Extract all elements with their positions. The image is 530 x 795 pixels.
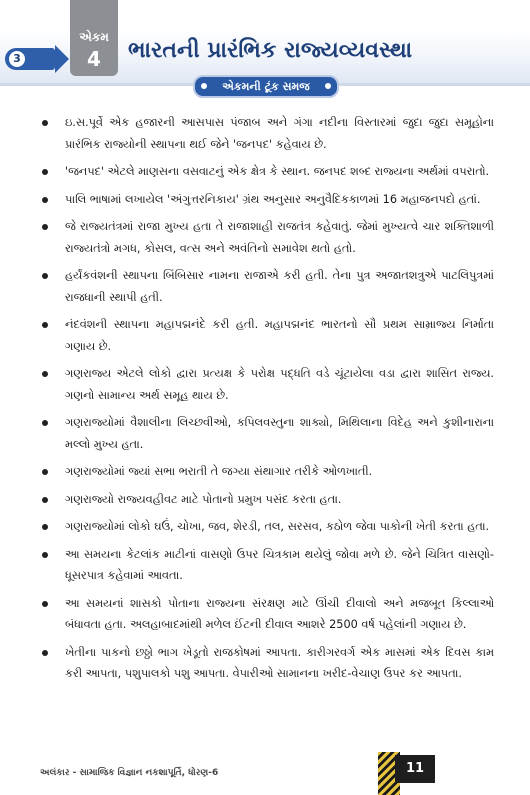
list-item: ઇ.સ.પૂર્વે એક હજારની આસપાસ પંજાબ અને ગંગા નદીના વિસ્તારમાં જુદા જુદા સમૂહોના પ્રારંભિક રાજ્યોની સ્થાપના થઈ જેને 'જનપદ' કહેવાય છે. (42, 112, 494, 155)
bullet-icon (42, 601, 48, 607)
list-item: આ સમયના કેટલાંક માટીનાં વાસણો ઉપર ચિત્રકામ થયેલું જોવા મળે છે. જેને ચિત્રિત વાસણો-ધૂસરપાત્ર કહેવામાં આવતા. (42, 544, 494, 587)
dot-icon (325, 83, 331, 89)
list-item: ગણરાજ્ય એટલે લોકો દ્વારા પ્રત્યક્ષ કે પરોક્ષ પદ્ધતિ વડે ચૂંટાયેલા વડા દ્વારા શાસિત રાજ્ય. ગણનો સામાન્ય અર્થ સમૂહ થાય છે. (42, 363, 494, 406)
list-item: પાલિ ભાષામાં લખાયેલ 'અંગુત્તરનિકાય' ગ્રંથ અનુસાર અનુવૈદિકકાળમાં 16 મહાજનપદો હતાં. (42, 189, 494, 211)
unit-number: 3 (9, 51, 25, 67)
page-number: 11 (395, 755, 435, 783)
bullet-icon (42, 120, 48, 126)
bullet-icon (42, 650, 48, 656)
list-item: જે રાજ્યતંત્રમાં રાજા મુખ્ય હતા તે રાજાશાહી રાજતંત્ર કહેવાતું. જેમાં મુખ્યત્વે ચાર શક્તિશાળી રાજ્યતંત્રો મગધ, કોસલ, વત્સ અને અવંતિનો સમાવેશ થતો હતો. (42, 216, 494, 259)
ekam-number: 4 (87, 47, 101, 71)
bullet-icon (42, 197, 48, 203)
page-title: ભારતની પ્રારંભિક રાજ્યવ્યવસ્થા (128, 38, 413, 63)
bullet-icon (42, 497, 48, 503)
list-item: નંદવંશની સ્થાપના મહાપદ્મનંદે કરી હતી. મહાપદ્મનંદ ભારતનો સૌ પ્રથમ સામ્રાજ્ય નિર્માતા ગણાય છે. (42, 314, 494, 357)
list-item: ગણરાજ્યોમાં વૈશાલીના લિચ્છવીઓ, કપિલવસ્તુના શાક્યો, મિથિલાના વિદેહ અને કુશીનારાના મલ્લો મુખ્ય હતા. (42, 412, 494, 455)
unit-number-badge (5, 48, 55, 70)
bullet-icon (42, 420, 48, 426)
bullet-icon (42, 273, 48, 279)
bullet-icon (42, 469, 48, 475)
list-item: ગણરાજ્યોમાં લોકો ઘઉં, ચોખા, જવ, શેરડી, તલ, સરસવ, કઠોળ જેવા પાકોની ખેતી કરતા હતા. (42, 516, 494, 538)
bullet-icon (42, 169, 48, 175)
bullet-icon (42, 371, 48, 377)
list-item: 'જનપદ' એટલે માણસના વસવાટનું એક ક્ષેત્ર કે સ્થાન. જનપદ શબ્દ રાજ્યના અર્થમાં વપરાતો. (42, 161, 494, 183)
ekam-tab (70, 0, 118, 76)
list-item: આ સમયનાં શાસકો પોતાના રાજ્યના સંરક્ષણ માટે ઊંચી દીવાલો અને મજબૂત કિલ્લાઓ બંધાવતા હતા. અલહાબાદમાંથી મળેલ ઈંટની દીવાલ આશરે 2500 વર્ષ પહેલાંની ગણાય છે. (42, 593, 494, 636)
bullet-icon (42, 224, 48, 230)
list-item: ગણરાજ્યો રાજ્યવહીવટ માટે પોતાનો પ્રમુખ પસંદ કરતા હતા. (42, 489, 494, 511)
list-item: ગણરાજ્યોમાં જ્યાં સભા ભરાતી તે જગ્યા સંથાગાર તરીકે ઓળખાતી. (42, 461, 494, 483)
ekam-label: એકમ (79, 30, 109, 44)
dot-icon (201, 83, 207, 89)
subtitle-pill (193, 75, 339, 98)
bullet-icon (42, 524, 48, 530)
arrow-icon (55, 45, 69, 73)
list-item: હર્યંકવંશની સ્થાપના બિંબિસાર નામના રાજાએ કરી હતી. તેના પુત્ર અજાતશત્રુએ પાટલિપુત્રમાં રાજધાની સ્થાપી હતી. (42, 265, 494, 308)
bullet-icon (42, 322, 48, 328)
bullet-list (42, 112, 494, 685)
footer-book-title: અલંકાર - સામાજિક વિજ્ઞાન નકશાપૂર્તિ, ધોરણ-6 (40, 768, 219, 778)
bullet-icon (42, 552, 48, 558)
list-item: ખેતીના પાકનો છઠ્ઠો ભાગ ખેડૂતો રાજકોષમાં આપતા. કારીગરવર્ગ એક માસમાં એક દિવસ કામ કરી આપતા, પશુપાલકો પશુ આપતા. વેપારીઓ સામાનના ખરીદ-વેચાણ ઉપર કર આપતા. (42, 642, 494, 685)
subtitle: એકમની ટૂંક સમજ (222, 80, 310, 93)
